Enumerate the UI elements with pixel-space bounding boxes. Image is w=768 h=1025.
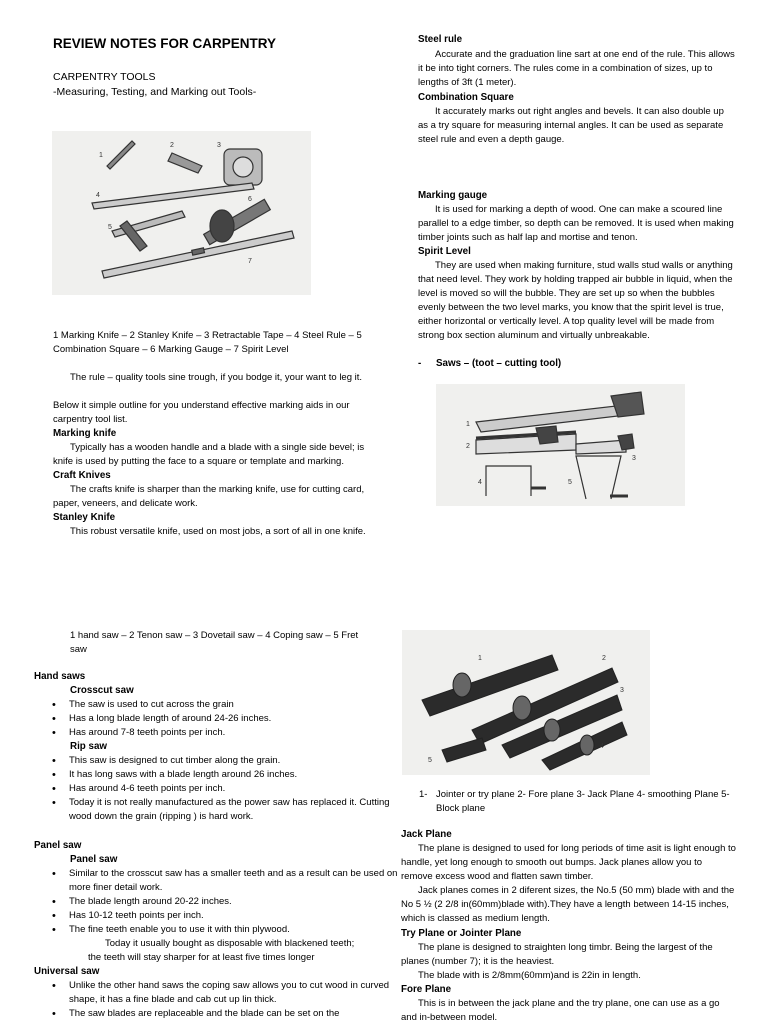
stanley-knife-heading: Stanley Knife <box>53 512 116 523</box>
measuring-tools-figure <box>52 131 311 295</box>
marking-knife-text: Typically has a wooden handle and a blade with a single side bevel; is knife is used by putting the face to a square or template and marking. <box>53 442 365 467</box>
list-item: • Today it is not really manufactured as the power saw has replaced it. Cutting wood down the grain (ripping ) is hard work. <box>69 796 405 824</box>
planes-figure <box>402 630 650 775</box>
list-item: • The fine teeth enable you to use it with thin plywood. <box>69 923 405 937</box>
jack-plane-text: The plane is designed to used for long periods of time asit is light enough to handle, yet long enough to smooth out bumps. Jack planes allow you to remove excess wood and flatten sawn timber. <box>401 843 736 882</box>
saws-figure <box>436 384 685 506</box>
list-item: • The blade length around 20-22 inches. <box>69 895 405 909</box>
list-item: • Unlike the other hand saws the coping saw allows you to cut wood in curved shape, it has a fine blade and cab cut up lin thick. <box>69 979 405 1007</box>
intro-paragraph: Below it simple outline for you understand effective marking aids in our carpentry tool list. <box>53 400 350 425</box>
fig-label: 2 <box>170 142 174 149</box>
list-item: • Has a long blade length of around 24-26 inches. <box>69 712 405 726</box>
fig-label: 5 <box>428 757 432 764</box>
marking-gauge-text: It is used for marking a depth of wood. One can make a scoured line parallel to a edge timber, so depth can be removed. It is used when making timber joints such as half lap and mortise and tenon. <box>418 204 734 243</box>
page-title: REVIEW NOTES FOR CARPENTRY <box>53 36 277 51</box>
fig-label: 6 <box>248 196 252 203</box>
steel-rule-text: Accurate and the graduation line sart at one end of the rule. This allows it be into tight corners. The rules come in a combination of sizes, up to lengths of 3ft (1 meter). <box>418 49 735 88</box>
rule-paragraph: The rule – quality tools sine trough, if you bodge it, your want to leg it. <box>70 372 363 383</box>
list-item: • It has long saws with a blade length around 26 inches. <box>69 768 405 782</box>
fig-label: 4 <box>600 743 604 750</box>
spirit-level-text: They are used when making furniture, stud walls stud walls or anything that need level. They work by holding trapped air bubble in liquid, when the level is moved so will the bubble. They are set up so when the bubbles evenly between the two level marks, you know that the spirit level is true, either horizontal or vertically level. A top quality level will be made from strong box section aluminum and virtually unbreakable. <box>418 260 733 341</box>
crosscut-saw-heading: Crosscut saw <box>70 685 134 696</box>
steel-rule-heading: Steel rule <box>418 34 463 45</box>
fig-label: 4 <box>478 479 482 486</box>
list-item: • Has around 7-8 teeth points per inch. <box>69 726 405 740</box>
fig-label: 1 <box>478 655 482 662</box>
crosscut-list <box>34 698 405 740</box>
stanley-knife-text: This robust versatile knife, used on most jobs, a sort of all in one knife. <box>70 526 366 537</box>
fig-label: 2 <box>602 655 606 662</box>
universal-saw-list <box>34 979 405 1021</box>
rip-saw-list <box>34 754 405 824</box>
fig-label: 1 <box>99 152 103 159</box>
marking-knife-heading: Marking knife <box>53 428 117 439</box>
craft-knives-text: The crafts knife is sharper than the marking knife, use for cutting card, paper, veneers, and delicate work. <box>53 484 365 509</box>
section-subtitle-tools: -Measuring, Testing, and Marking out Tools- <box>53 86 257 98</box>
panel-saw-extra-text: Today it usually bought as disposable with blackened teeth; the teeth will stay sharper for at least five times longer <box>88 938 355 963</box>
panel-saw-subheading: Panel saw <box>70 854 118 865</box>
fig-label: 5 <box>568 479 572 486</box>
spirit-level-heading: Spirit Level <box>418 246 471 257</box>
fig-label: 3 <box>632 455 636 462</box>
combination-square-heading: Combination Square <box>418 92 514 103</box>
try-plane-heading: Try Plane or Jointer Plane <box>401 928 522 939</box>
plane-caption-number: 1- <box>419 789 428 800</box>
fig-label: 7 <box>248 258 252 265</box>
hand-saws-heading: Hand saws <box>34 671 86 682</box>
tools-figure-caption: 1 Marking Knife – 2 Stanley Knife – 3 Retractable Tape – 4 Steel Rule – 5 Combination Square – 6 Marking Gauge – 7 Spirit Level <box>53 330 362 355</box>
list-item: • The saw blades are replaceable and the blade can be set on the <box>69 1007 405 1021</box>
panel-saw-list <box>34 867 405 937</box>
fig-label: 1 <box>466 421 470 428</box>
saws-figure-caption: 1 hand saw – 2 Tenon saw – 3 Dovetail saw – 4 Coping saw – 5 Fret saw <box>70 630 359 655</box>
planes-figure-caption: Jointer or try plane 2- Fore plane 3- Jack Plane 4- smoothing Plane 5- Block plane <box>436 789 730 814</box>
jack-plane-sizes-text: Jack planes comes in 2 diferent sizes, the No.5 (50 mm) blade with and the No 5 ½ (2 2/8 in(60mm)blade with).They have a length between 14-15 inches, which is classed as medium length. <box>401 885 735 924</box>
craft-knives-heading: Craft Knives <box>53 470 111 481</box>
universal-saw-heading: Universal saw <box>34 966 100 977</box>
fig-label: 4 <box>96 192 100 199</box>
list-item: • Has around 4-6 teeth points per inch. <box>69 782 405 796</box>
fig-label: 5 <box>108 224 112 231</box>
fig-label: 2 <box>466 443 470 450</box>
fig-label: 3 <box>620 687 624 694</box>
fore-plane-text: This is in between the jack plane and the try plane, one can use as a go and in-between model. <box>401 998 720 1023</box>
jack-plane-heading: Jack Plane <box>401 829 452 840</box>
try-plane-text: The plane is designed to straighten long timbr. Being the largest of the planes (number 7); it is the heaviest. <box>401 942 713 967</box>
marking-gauge-heading: Marking gauge <box>418 190 488 201</box>
combination-square-text: It accurately marks out right angles and bevels. It can also double up as a try square for measuring internal angles. It can be used as separate steel rule and even a depth gauge. <box>418 106 724 145</box>
list-item: • Has 10-12 teeth points per inch. <box>69 909 405 923</box>
list-item: • This saw is designed to cut timber along the grain. <box>69 754 405 768</box>
fig-label: 3 <box>217 142 221 149</box>
list-item: • The saw is used to cut across the grain <box>69 698 405 712</box>
panel-saw-heading: Panel saw <box>34 840 82 851</box>
try-plane-blade-text: The blade with is 2/8mm(60mm)and is 22in in length. <box>418 970 641 981</box>
list-item: • Similar to the crosscut saw has a smaller teeth and as a result can be used on more finer detail work. <box>69 867 405 895</box>
fore-plane-heading: Fore Plane <box>401 984 452 995</box>
rip-saw-heading: Rip saw <box>70 741 108 752</box>
section-subtitle: CARPENTRY TOOLS <box>53 71 156 83</box>
saws-dash: - <box>418 358 422 369</box>
saws-heading: Saws – (toot – cutting tool) <box>436 358 562 369</box>
